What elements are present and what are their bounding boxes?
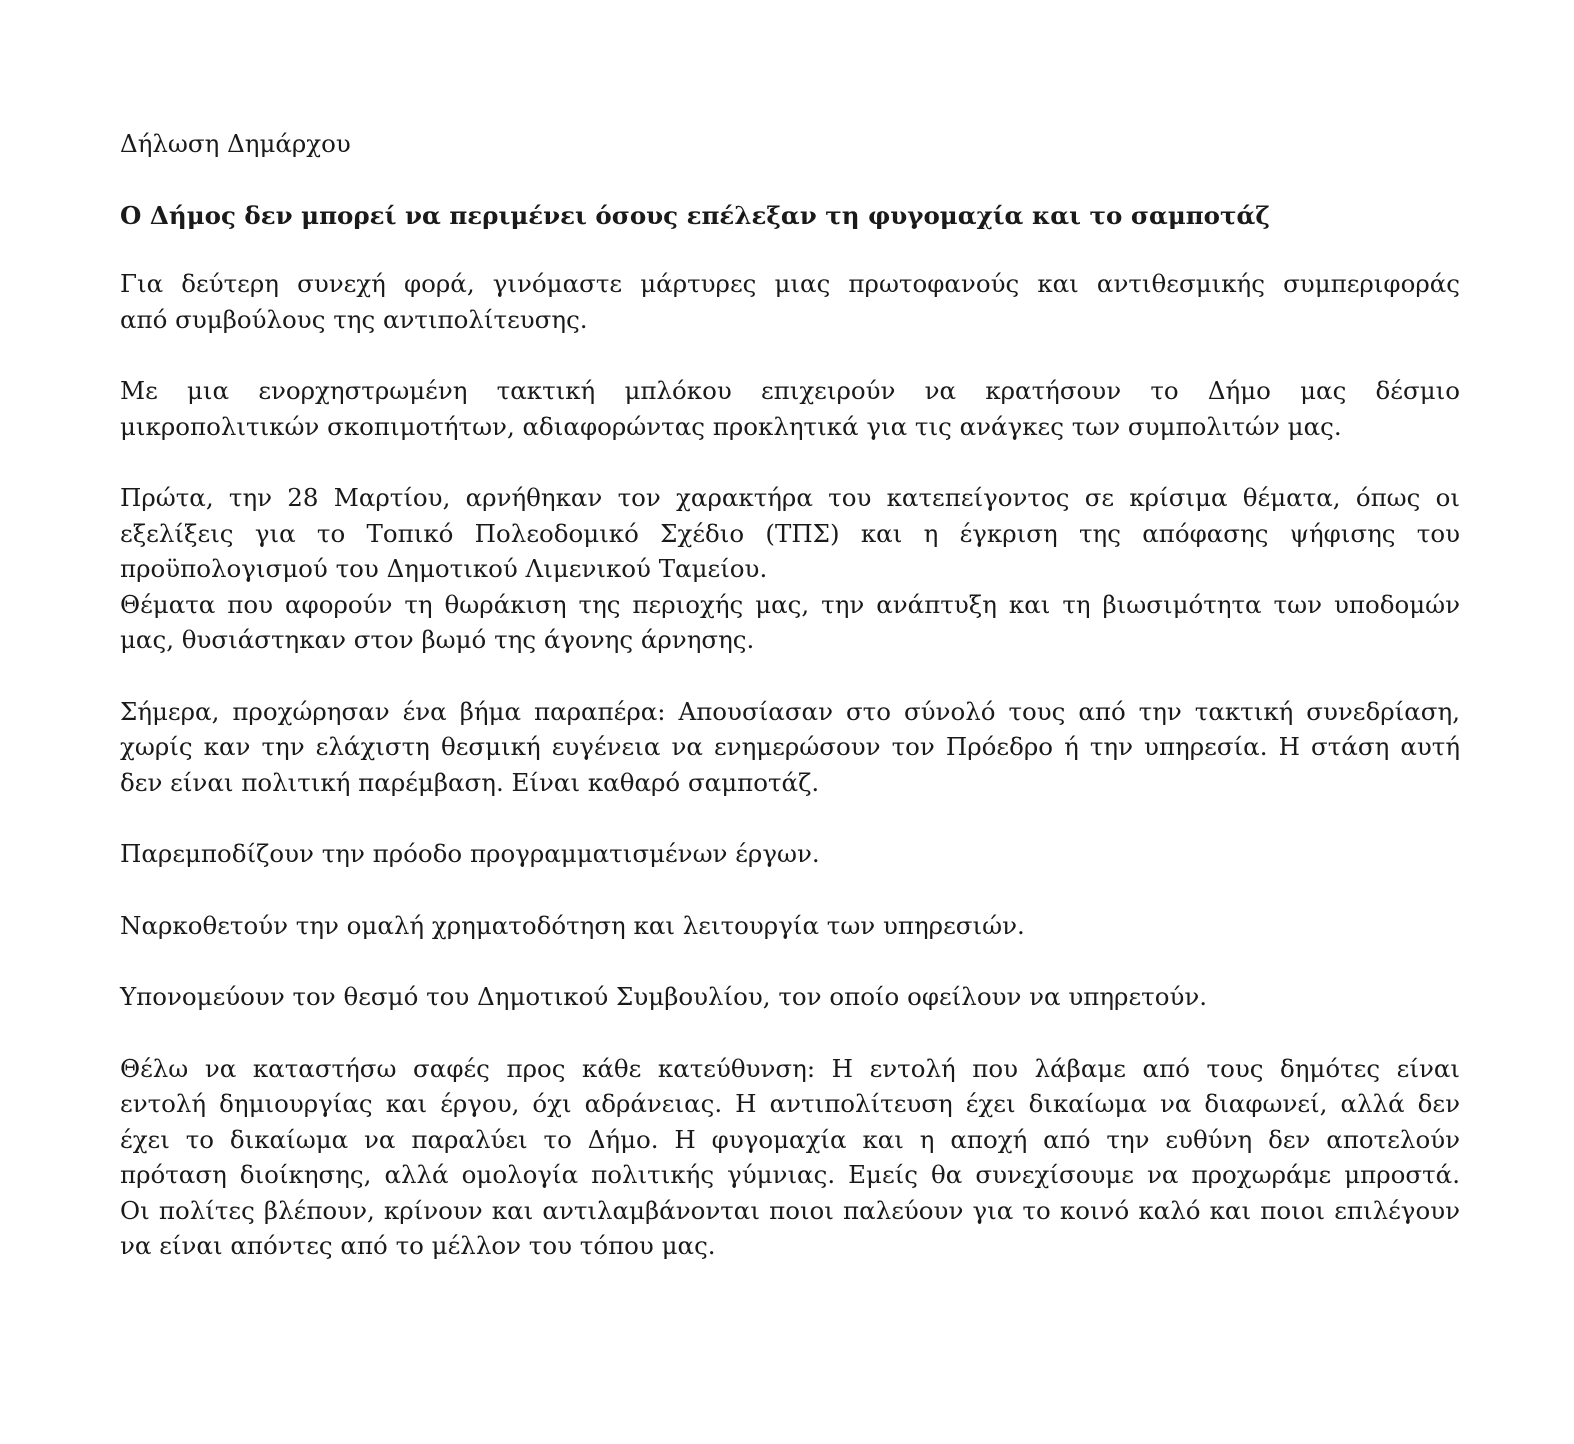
paragraph-1 (120, 266, 1460, 337)
document-label: Δήλωση Δημάρχου (120, 129, 351, 158)
paragraph-line: προϋπολογισμού του Δημοτικού Λιμενικού Ταμείου. (120, 554, 768, 583)
paragraph-line: έχει το δικαίωμα να παραλύει το Δήμο. Η φυγομαχία και η αποχή από την ευθύνη δεν αποτελούν (120, 1124, 1460, 1154)
paragraph-line: εντολή δημιουργίας και έργου, όχι αδράνειας. Η αντιπολίτευση έχει δικαίωμα να διαφωνεί, αλλά δεν (120, 1089, 1460, 1118)
paragraph-line: μικροπολιτικών σκοπιμοτήτων, αδιαφορώντας προκλητικά για τις ανάγκες των συμπολιτών μας. (120, 411, 1342, 441)
paragraph-4 (120, 694, 1460, 801)
paragraph-line: πρόταση διοίκησης, αλλά ομολογία πολιτικής γύμνιας. Εμείς θα συνεχίσουμε να προχωράμε μπροστά. (120, 1160, 1460, 1189)
paragraph-line: Θέλω να καταστήσω σαφές προς κάθε κατεύθυνση: Η εντολή που λάβαμε από τους δημότες είναι (120, 1053, 1460, 1083)
paragraph-line: Σήμερα, προχώρησαν ένα βήμα παραπέρα: Απουσίασαν στο σύνολό τους από την τακτική συνεδρίαση, (120, 696, 1460, 726)
paragraph-line: μας, θυσιάστηκαν στον βωμό της άγονης άρνησης. (120, 625, 755, 654)
paragraph-line: Παρεμποδίζουν την πρόοδο προγραμματισμένων έργων. (120, 839, 820, 868)
paragraph-8 (120, 1051, 1460, 1264)
paragraph-line: χωρίς καν την ελάχιστη θεσμική ευγένεια να ενημερώσουν τον Πρόεδρο ή την υπηρεσία. Η στάση αυτή (120, 732, 1460, 761)
paragraph-line: Για δεύτερη συνεχή φορά, γινόμαστε μάρτυρες μιας πρωτοφανούς και αντιθεσμικής συμπεριφοράς (120, 269, 1460, 298)
paragraph-line: να είναι απόντες από το μέλλον του τόπου μας. (120, 1231, 716, 1260)
paragraph-2 (120, 373, 1460, 444)
paragraph-line: Πρώτα, την 28 Μαρτίου, αρνήθηκαν τον χαρακτήρα του κατεπείγοντος σε κρίσιμα θέματα, όπως οι (120, 483, 1460, 512)
paragraph-line: από συμβούλους της αντιπολίτευσης. (120, 304, 588, 334)
statement-headline: Ο Δήμος δεν μπορεί να περιμένει όσους επέλεξαν τη φυγομαχία και το σαμποτάζ (120, 200, 1270, 230)
paragraph-line: δεν είναι πολιτική παρέμβαση. Είναι καθαρό σαμποτάζ. (120, 767, 820, 797)
paragraph-7 (120, 979, 1460, 1015)
paragraph-6 (120, 908, 1460, 944)
paragraph-line: Με μια ενορχηστρωμένη τακτική μπλόκου επιχειρούν να κρατήσουν το Δήμο μας δέσμιο (120, 376, 1460, 405)
paragraph-line: Θέματα που αφορούν τη θωράκιση της περιοχής μας, την ανάπτυξη και τη βιωσιμότητα των υποδομών (120, 589, 1460, 619)
paragraph-3 (120, 480, 1460, 658)
paragraph-line: Υπονομεύουν τον θεσμό του Δημοτικού Συμβουλίου, τον οποίο οφείλουν να υπηρετούν. (120, 982, 1208, 1011)
paragraph-5 (120, 836, 1460, 872)
paragraph-line: Οι πολίτες βλέπουν, κρίνουν και αντιλαμβάνονται ποιοι παλεύουν για το κοινό καλό και ποιοι επιλέγουν (120, 1195, 1460, 1225)
statement-body (120, 126, 1460, 1264)
paragraph-line: Ναρκοθετούν την ομαλή χρηματοδότηση και λειτουργία των υπηρεσιών. (120, 910, 1025, 940)
paragraph-line: εξελίξεις για το Τοπικό Πολεοδομικό Σχέδιο (ΤΠΣ) και η έγκριση της απόφασης ψήφισης του (120, 518, 1460, 548)
